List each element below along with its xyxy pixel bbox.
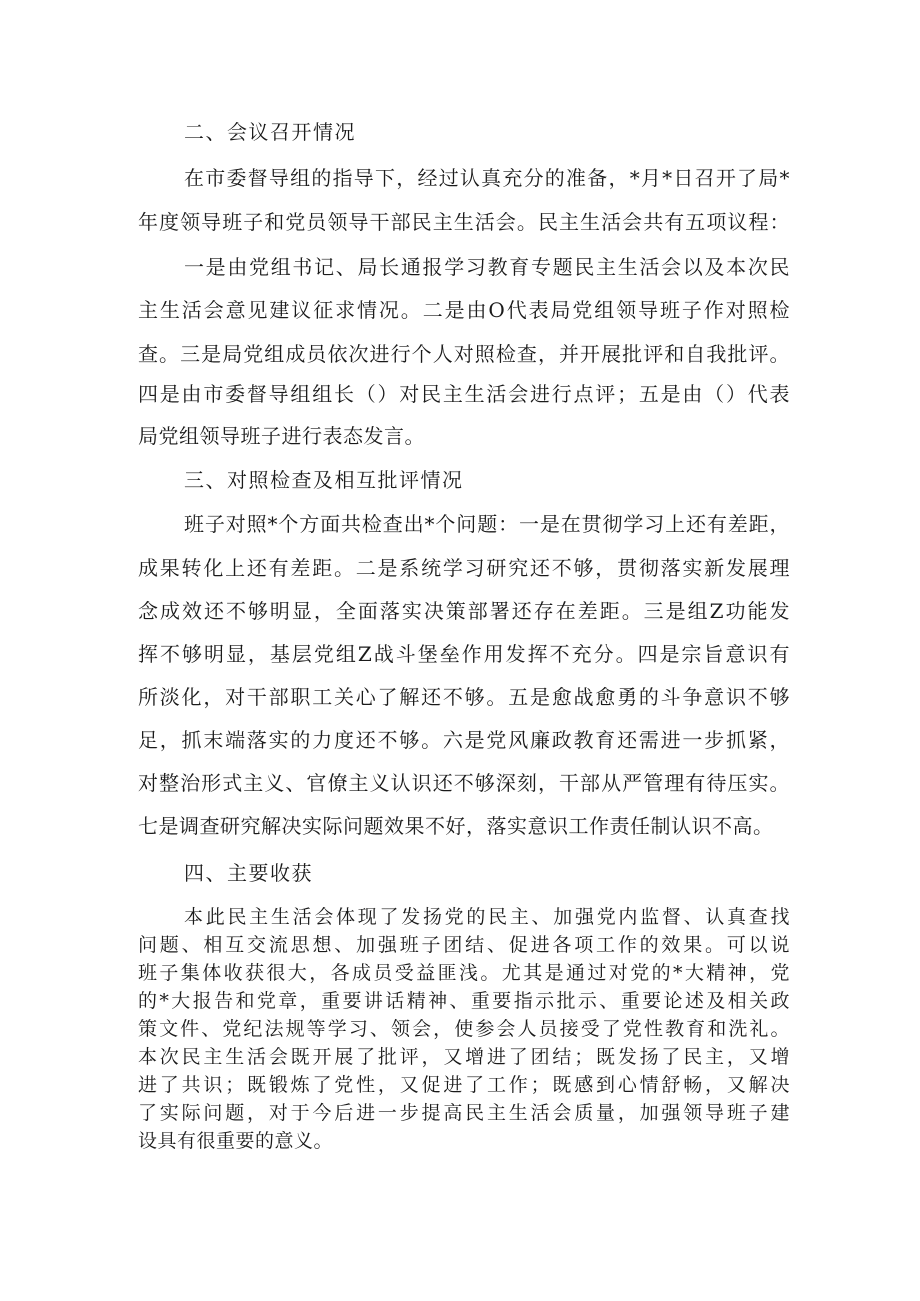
paragraph-line: 本此民主生活会体现了发扬党的民主、加强党内监督、认真查找 (184, 906, 790, 928)
paragraph-line: 足，抓末端落实的力度还不够。六是党风廉政教育还需进一步抓紧， (138, 728, 790, 752)
paragraph-line: 策文件、党纪法规等学习、领会，使参会人员接受了党性教育和洗礼。 (138, 1018, 790, 1040)
paragraph-line: 进了共识；既锻炼了党性，又促进了工作；既感到心情舒畅，又解决 (138, 1074, 790, 1096)
paragraph-line: 七是调查研究解决实际问题效果不好，落实意识工作责任制认识不高。 (138, 814, 774, 838)
paragraph-line: 四是由市委督导组组长（）对民主生活会进行点评；五是由（）代表 (138, 382, 790, 406)
section-heading-gains: 四、主要收获 (184, 861, 313, 885)
paragraph-line: 局党组领导班子进行表态发言。 (138, 424, 425, 448)
paragraph-line: 设具有很重要的意义。 (138, 1130, 334, 1152)
paragraph-line: 在市委督导组的指导下，经过认真充分的准备，*月*日召开了局* (184, 166, 790, 190)
paragraph-line: 本次民主生活会既开展了批评，又增进了团结；既发扬了民主，又增 (138, 1046, 790, 1068)
section-heading-review: 三、对照检查及相互批评情况 (184, 468, 464, 492)
paragraph-line: 年度领导班子和党员领导干部民主生活会。民主生活会共有五项议程： (138, 210, 790, 234)
paragraph-line: 一是由党组书记、局长通报学习教育专题民主生活会以及本次民 (184, 255, 790, 279)
paragraph-line: 班子对照*个方面共检查出*个问题：一是在贯彻学习上还有差距， (184, 512, 790, 536)
paragraph-line: 对整治形式主义、官僚主义认识还不够深刻，干部从严管理有待压实。 (138, 771, 790, 795)
paragraph-line: 了实际问题，对于今后进一步提高民主生活会质量，加强领导班子建 (138, 1102, 790, 1124)
section-heading-meeting: 二、会议召开情况 (184, 120, 356, 144)
paragraph-line: 查。三是局党组成员依次进行个人对照检查，并开展批评和自我批评。 (138, 342, 790, 366)
paragraph-line: 班子集体收获很大，各成员受益匪浅。尤其是通过对党的*大精神，党 (138, 962, 790, 984)
paragraph-line: 所淡化，对干部职工关心了解还不够。五是愈战愈勇的斗争意识不够 (138, 685, 790, 709)
paragraph-line: 的*大报告和党章，重要讲话精神、重要指示批示、重要论述及相关政 (138, 990, 790, 1012)
paragraph-line: 挥不够明显，基层党组Z战斗堡垒作用发挥不充分。四是宗旨意识有 (138, 642, 790, 666)
paragraph-line: 念成效还不够明显，全面落实决策部署还存在差距。三是组Z功能发 (138, 599, 790, 623)
paragraph-line: 成果转化上还有差距。二是系统学习研究还不够，贯彻落实新发展理 (138, 556, 790, 580)
paragraph-line: 主生活会意见建议征求情况。二是由O代表局党组领导班子作对照检 (138, 298, 790, 322)
paragraph-line: 问题、相互交流思想、加强班子团结、促进各项工作的效果。可以说 (138, 934, 790, 956)
